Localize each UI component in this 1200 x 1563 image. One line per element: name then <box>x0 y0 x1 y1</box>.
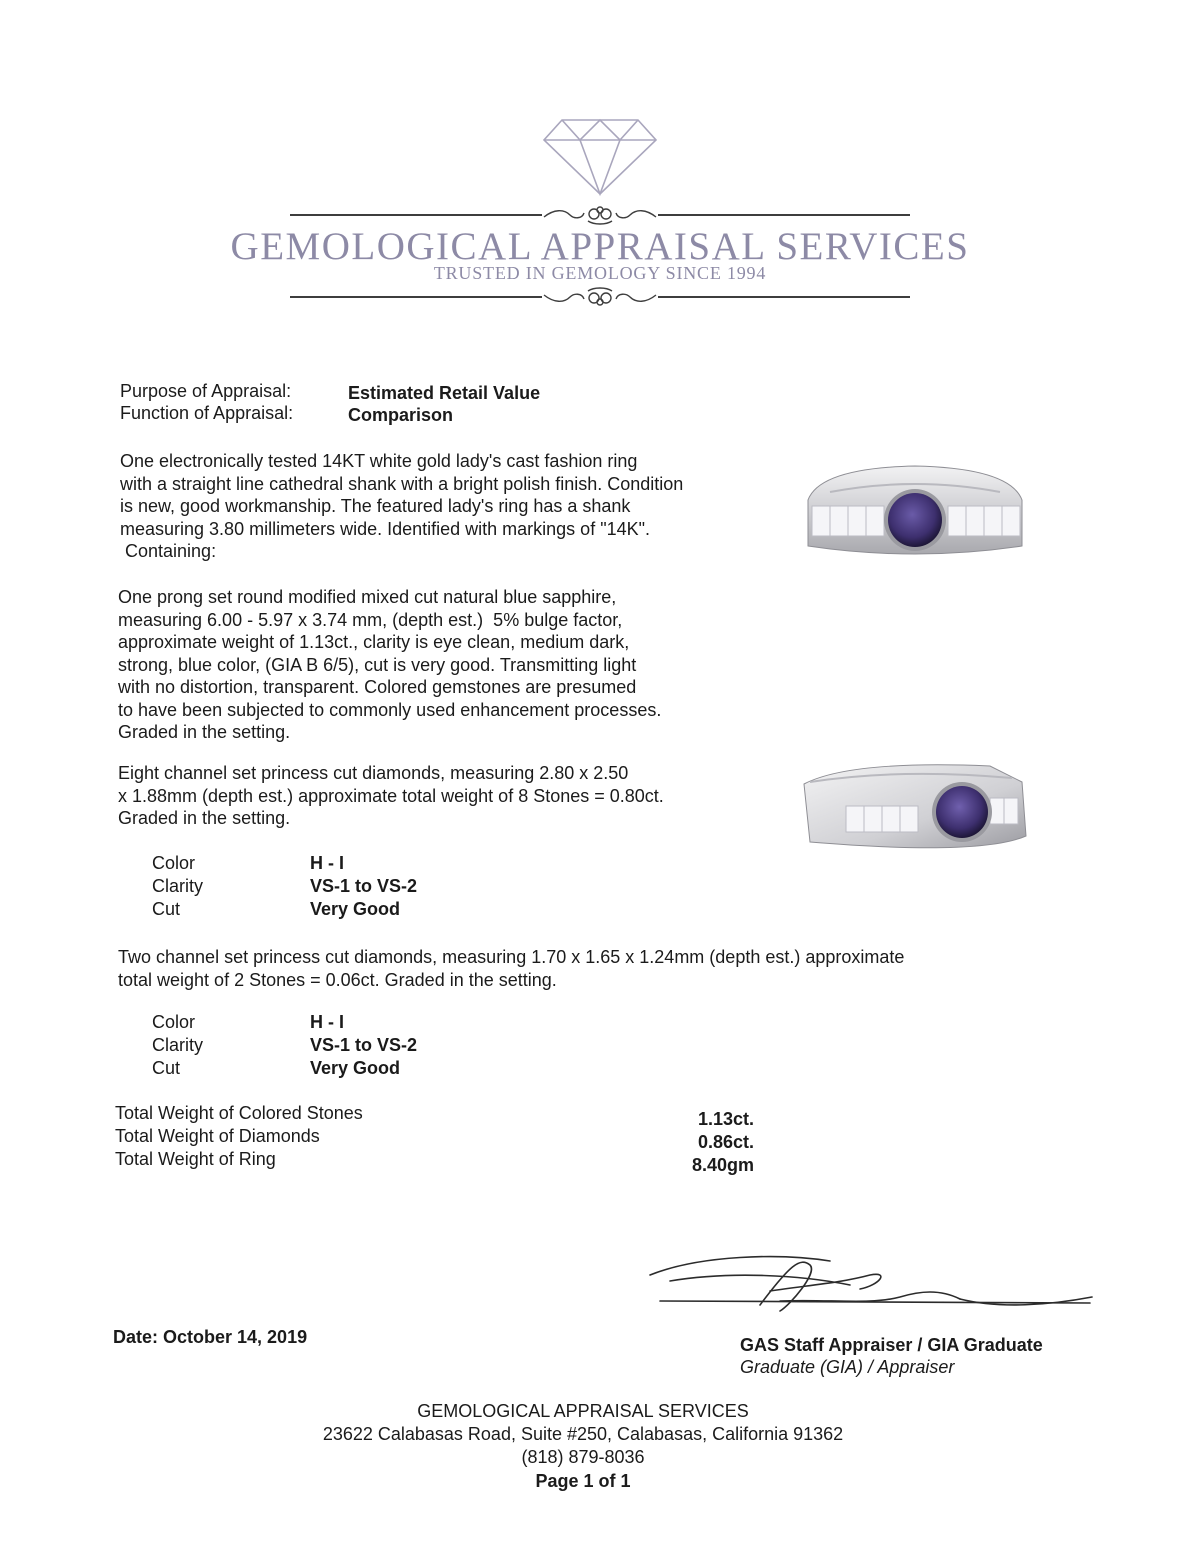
text-line: total weight of 2 Stones = 0.06ct. Graded in the setting. <box>118 969 557 990</box>
grade-label: Clarity <box>152 876 204 896</box>
text-line: Containing: <box>120 541 217 561</box>
ornament-divider-top <box>290 205 910 225</box>
purpose-value: Estimated Retail Value <box>348 383 541 403</box>
appraisal-date: Date: October 14, 2019 <box>113 1327 308 1347</box>
ring-photo-front <box>790 458 1040 578</box>
grade-row-cut <box>152 898 417 921</box>
grade-row-color <box>152 1011 417 1034</box>
ring-description <box>120 450 760 563</box>
company-tagline: TRUSTED IN GEMOLOGY SINCE 1994 <box>433 263 767 283</box>
total-ring-value: 8.40gm <box>692 1155 755 1175</box>
diamonds-2-description <box>118 946 1018 991</box>
function-value: Comparison <box>348 405 454 425</box>
grade-row-cut <box>152 1057 417 1080</box>
grade-value: Very Good <box>310 1058 401 1078</box>
text-line: is new, good workmanship. The featured lady's ring has a shank <box>120 496 631 516</box>
grade-row-color <box>152 852 417 875</box>
total-diamonds-value: 0.86ct. <box>698 1132 755 1152</box>
grades-table-1 <box>152 852 417 921</box>
grade-label: Color <box>152 1012 196 1032</box>
ring-photo-angle <box>790 752 1040 872</box>
text-line: approximate weight of 1.13ct., clarity is eye clean, medium dark, <box>118 632 630 652</box>
grade-row-clarity <box>152 1034 417 1057</box>
sapphire-description <box>118 586 738 744</box>
grades-table-2 <box>152 1011 417 1080</box>
text-line: Graded in the setting. <box>118 722 291 742</box>
grade-label: Cut <box>152 1058 181 1078</box>
text-line: Graded in the setting. <box>118 808 291 828</box>
page-number: Page 1 of 1 <box>535 1471 631 1491</box>
total-diamonds-label: Total Weight of Diamonds <box>115 1126 320 1146</box>
text-line: One electronically tested 14KT white gold lady's cast fashion ring <box>120 451 638 471</box>
diamonds-8-description <box>118 762 738 830</box>
function-label: Function of Appraisal: <box>120 403 294 423</box>
purpose-label: Purpose of Appraisal: <box>120 381 292 401</box>
grade-value: Very Good <box>310 899 401 919</box>
grade-label: Color <box>152 853 196 873</box>
grade-label: Cut <box>152 899 181 919</box>
diamond-logo-icon <box>540 118 660 198</box>
total-ring-label: Total Weight of Ring <box>115 1149 276 1169</box>
text-line: x 1.88mm (depth est.) approximate total weight of 8 Stones = 0.80ct. <box>118 785 664 806</box>
total-colored-value: 1.13ct. <box>698 1109 755 1129</box>
grade-value: VS-1 to VS-2 <box>310 876 418 896</box>
grade-value: VS-1 to VS-2 <box>310 1035 418 1055</box>
appraiser-subtitle: Graduate (GIA) / Appraiser <box>740 1357 955 1377</box>
footer-address: 23622 Calabasas Road, Suite #250, Calabasas, California 91362 <box>322 1424 844 1444</box>
grade-value: H - I <box>310 853 344 873</box>
footer-company: GEMOLOGICAL APPRAISAL SERVICES <box>417 1401 749 1421</box>
footer-phone: (818) 879-8036 <box>521 1447 645 1467</box>
appraiser-title: GAS Staff Appraiser / GIA Graduate <box>740 1335 1043 1355</box>
company-name: GEMOLOGICAL APPRAISAL SERVICES <box>230 225 970 268</box>
text-line: with no distortion, transparent. Colored gemstones are presumed <box>118 677 637 697</box>
appraiser-signature <box>640 1245 1100 1325</box>
text-line: measuring 3.80 millimeters wide. Identified with markings of "14K". <box>120 518 651 539</box>
flourish-icon <box>542 287 658 307</box>
grade-row-clarity <box>152 875 417 898</box>
text-line: One prong set round modified mixed cut natural blue sapphire, <box>118 587 617 607</box>
text-line: with a straight line cathedral shank with a bright polish finish. Condition <box>120 473 684 494</box>
text-line: measuring 6.00 - 5.97 x 3.74 mm, (depth est.) 5% bulge factor, <box>118 609 623 630</box>
text-line: strong, blue color, (GIA B 6/5), cut is very good. Transmitting light <box>118 654 637 675</box>
text-line: Two channel set princess cut diamonds, measuring 1.70 x 1.65 x 1.24mm (depth est.) approximate <box>118 947 905 967</box>
grade-label: Clarity <box>152 1035 204 1055</box>
text-line: Eight channel set princess cut diamonds, measuring 2.80 x 2.50 <box>118 763 629 783</box>
flourish-icon <box>542 205 658 225</box>
ornament-divider-bottom <box>290 287 910 307</box>
total-colored-label: Total Weight of Colored Stones <box>115 1103 363 1123</box>
text-line: to have been subjected to commonly used enhancement processes. <box>118 699 662 720</box>
grade-value: H - I <box>310 1012 344 1032</box>
